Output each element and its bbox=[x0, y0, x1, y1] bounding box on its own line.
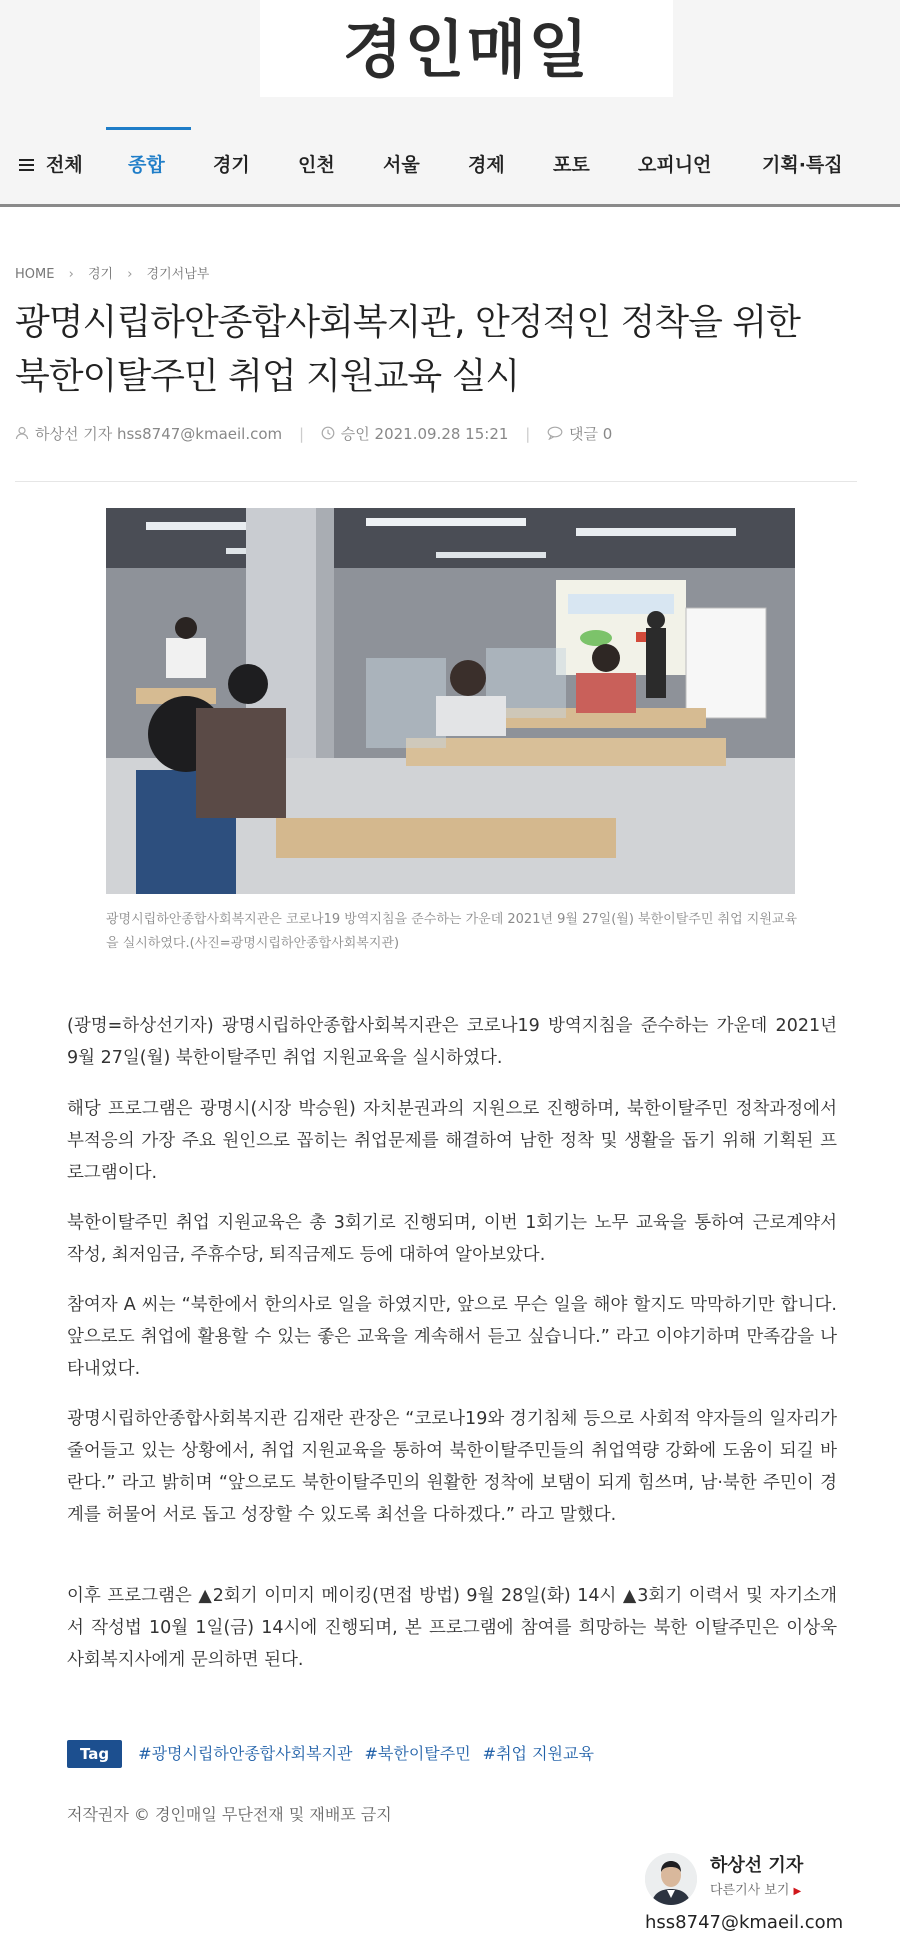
nav-all[interactable]: 전체 bbox=[46, 154, 83, 176]
tag-link[interactable]: #광명시립하안종합사회복지관 bbox=[138, 1744, 353, 1763]
byline: 하상선 기자 hss8747@kmaeil.com bbox=[35, 425, 283, 443]
article-paragraph: 광명시립하안종합사회복지관 김재란 관장은 “코로나19와 경기침체 등으로 사회적 약자들의 일자리가 줄어들고 있는 상황에서, 취업 지원교육을 통하여 북한이탈주민들의 취업역량 강화에 도움이 되길 바란다.” 라고 밝히며 “앞으로도 북한이탈주민의 원활한 정착에 보탬이 되게 힘쓰며, 남·북한 주민이 경계를 허물어 서로 돕고 성장할 수 있도록 최선을 다하겠다.” 라고 말했다. bbox=[67, 1409, 837, 1525]
nav-item-gyeonggi[interactable]: 경기 bbox=[213, 154, 250, 176]
author-email[interactable]: hss8747@kmaeil.com bbox=[645, 1912, 844, 1933]
breadcrumb bbox=[15, 266, 209, 284]
nav-item-economy[interactable]: 경제 bbox=[468, 154, 505, 176]
nav-item-incheon[interactable]: 인천 bbox=[298, 154, 335, 176]
copyright-notice: 저작권자 © 경인매일 무단전재 및 재배포 금지 bbox=[67, 1805, 392, 1824]
article-title-line1: 광명시립하안종합사회복지관, 안정적인 정착을 위한 bbox=[15, 302, 800, 343]
tag-link[interactable]: #북한이탈주민 bbox=[364, 1744, 471, 1763]
main-nav bbox=[0, 100, 900, 207]
article-title bbox=[15, 296, 875, 404]
breadcrumb-level1[interactable]: 경기 bbox=[87, 267, 114, 282]
nav-item-features[interactable]: 기획·특집 bbox=[762, 154, 843, 176]
chevron-right-icon: › bbox=[68, 267, 74, 282]
chevron-right-icon: › bbox=[127, 267, 133, 282]
author-more-label: 다른기사 보기 bbox=[710, 1883, 790, 1898]
article-paragraph: 북한이탈주민 취업 지원교육은 총 3회기로 진행되며, 이번 1회기는 노무 교육을 통하여 근로계약서 작성, 최저임금, 주휴수당, 퇴직금제도 등에 대하여 알아보았다. bbox=[67, 1213, 837, 1265]
author-name[interactable]: 하상선 기자 bbox=[710, 1855, 804, 1876]
logo-link[interactable] bbox=[260, 0, 673, 97]
avatar bbox=[645, 1853, 697, 1905]
comment-count[interactable]: 댓글 0 bbox=[569, 425, 613, 443]
nav-item-opinion[interactable]: 오피니언 bbox=[638, 154, 712, 176]
tag-link[interactable]: #취업 지원교육 bbox=[482, 1744, 594, 1763]
comment-icon bbox=[547, 424, 563, 446]
nav-item-seoul[interactable]: 서울 bbox=[383, 154, 420, 176]
user-icon bbox=[15, 424, 29, 446]
divider bbox=[15, 481, 857, 482]
menu-icon[interactable] bbox=[19, 159, 34, 171]
masthead bbox=[0, 0, 900, 100]
article-paragraph: 참여자 A 씨는 “북한에서 한의사로 일을 하였지만, 앞으로 무슨 일을 해야 할지도 막막하기만 합니다. 앞으로도 취업에 활용할 수 있는 좋은 교육을 계속해서 듣고 싶습니다.” 라고 이야기하며 만족감을 나타내었다. bbox=[67, 1295, 837, 1379]
caret-right-icon: ▶ bbox=[793, 1886, 802, 1897]
author-more-link[interactable] bbox=[710, 1882, 801, 1901]
article-paragraph: 이후 프로그램은 ▲2회기 이미지 메이킹(면접 방법) 9월 28일(화) 14시 ▲3회기 이력서 및 자기소개서 작성법 10월 1일(금) 14시에 진행되며, 본 프로그램에 참여를 희망하는 북한 이탈주민은 이상욱 사회복지사에게 문의하면 된다. bbox=[67, 1586, 837, 1670]
nav-active-indicator bbox=[106, 127, 191, 130]
clock-icon bbox=[321, 424, 335, 446]
article-paragraph: (광명=하상선기자) 광명시립하안종합사회복지관은 코로나19 방역지침을 준수하는 가운데 2021년 9월 27일(월) 북한이탈주민 취업 지원교육을 실시하였다. bbox=[67, 1016, 837, 1068]
site-logo: 경인매일 bbox=[342, 13, 591, 86]
breadcrumb-home[interactable]: HOME bbox=[15, 267, 55, 282]
nav-item-general[interactable]: 종합 bbox=[128, 154, 165, 176]
tag-badge: Tag bbox=[67, 1740, 122, 1768]
nav-item-photo[interactable]: 포토 bbox=[553, 154, 590, 176]
tag-list bbox=[67, 1740, 606, 1768]
photo-caption: 광명시립하안종합사회복지관은 코로나19 방역지침을 준수하는 가운데 2021년 9월 27일(월) 북한이탈주민 취업 지원교육을 실시하였다.(사진=광명시립하안종합사회복지관) bbox=[106, 912, 798, 951]
article-meta: 하상선 기자 hss8747@kmaeil.com | 승인 2021.09.28 15:21 | 댓글 0 bbox=[15, 423, 612, 446]
approved-time: 승인 2021.09.28 15:21 bbox=[340, 425, 509, 443]
breadcrumb-level2[interactable]: 경기서남부 bbox=[146, 267, 210, 282]
article-photo bbox=[106, 508, 795, 894]
article-paragraph: 해당 프로그램은 광명시(시장 박승원) 자치분권과의 지원으로 진행하며, 북한이탈주민 정착과정에서 부적응의 가장 주요 원인으로 꼽히는 취업문제를 해결하여 남한 정착 및 생활을 돕기 위해 기획된 프로그램이다. bbox=[67, 1099, 837, 1183]
article-title-line2: 북한이탈주민 취업 지원교육 실시 bbox=[15, 356, 520, 397]
